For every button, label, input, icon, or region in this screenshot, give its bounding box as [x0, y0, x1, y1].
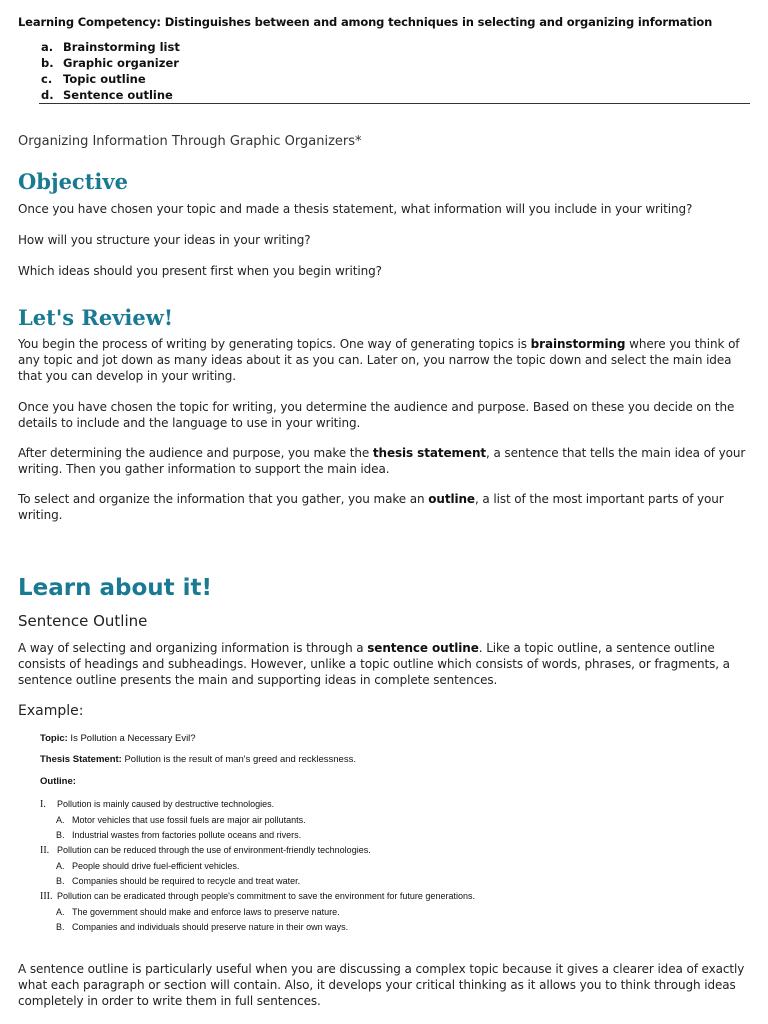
outline-numeral: II. — [40, 845, 50, 856]
outline-label: Outline: — [40, 776, 76, 787]
outline-numeral: III. — [40, 891, 53, 902]
example-label: Example: — [18, 703, 84, 719]
outline-letter: A. — [56, 861, 65, 871]
competency-list — [41, 39, 180, 103]
learn-heading: Learn about it! — [18, 575, 213, 601]
text-span: , a list of the most important parts of your writing. — [18, 492, 724, 522]
text-span: To select and organize the information that you gather, you make an — [18, 492, 429, 506]
topic-text: Is Pollution a Necessary Evil? — [67, 733, 196, 744]
text-span: , a sentence that tells the main idea of your writing. Then you gather information to support the main idea. — [18, 446, 746, 476]
learning-competency: Learning Competency: Distinguishes between and among techniques in selecting and organizing information — [18, 15, 713, 29]
outline-item — [40, 799, 274, 810]
outline-subitem — [56, 922, 348, 932]
keyword-outline: outline — [428, 492, 475, 506]
closing-paragraph: A sentence outline is particularly useful when you are discussing a complex topic because it gives a clearer idea of exactly what each paragraph or section will contain. Also, it develops your critical thinking as it allows you to think through ideas completely in order to write them in full sentences. — [18, 962, 745, 1008]
example-topic — [40, 733, 196, 744]
list-item — [41, 55, 180, 71]
learn-paragraph — [18, 640, 750, 688]
list-marker: a. — [41, 40, 54, 54]
outline-subitem — [56, 861, 239, 871]
outline-subitem — [56, 815, 306, 825]
list-marker: d. — [41, 88, 54, 102]
list-item — [41, 71, 180, 87]
text-span: You begin the process of writing by generating topics. One way of generating topics is — [18, 337, 531, 351]
list-item-label: Graphic organizer — [63, 56, 179, 70]
outline-item-text: Pollution can be reduced through the use of environment-friendly technologies. — [57, 845, 371, 855]
review-paragraph-3 — [18, 445, 750, 477]
outline-subitem — [56, 876, 300, 886]
list-marker: b. — [41, 56, 54, 70]
outline-subitem-text: Companies should be required to recycle and treat water. — [72, 876, 301, 886]
keyword-brainstorming: brainstorming — [530, 337, 626, 351]
outline-item — [40, 891, 475, 902]
example-thesis — [40, 754, 356, 765]
list-item — [41, 87, 180, 103]
objective-question-2: How will you structure your ideas in your writing? — [18, 233, 311, 247]
outline-subitem-text: People should drive fuel-efficient vehicles. — [72, 861, 240, 871]
outline-item — [40, 845, 371, 856]
list-marker: c. — [41, 72, 53, 86]
text-span: . Like a topic outline, a sentence outline consists of headings and subheadings. However, unlike a topic outline which consists of words, phrases, or fragments, a sentence outline presents the main and supporting ideas in complete sentences. — [18, 641, 730, 687]
outline-subitem-text: Companies and individuals should preserve nature in their own ways. — [72, 922, 349, 932]
keyword-thesis-statement: thesis statement — [372, 446, 487, 460]
outline-subitem — [56, 830, 301, 840]
review-paragraph-4 — [18, 491, 750, 523]
review-heading: Let's Review! — [18, 305, 174, 330]
lesson-subtitle: Organizing Information Through Graphic Organizers* — [18, 134, 362, 149]
review-paragraph-2: Once you have chosen the topic for writing, you determine the audience and purpose. Based on these you decide on the details to include and the language to use in your writing. — [18, 400, 735, 430]
example-outline-label — [40, 776, 76, 787]
topic-label: Topic: — [40, 733, 68, 744]
review-paragraph-1 — [18, 336, 750, 384]
text-span: After determining the audience and purpose, you make the — [18, 446, 373, 460]
thesis-text: Pollution is the result of man's greed and recklessness. — [121, 754, 356, 765]
list-item-label: Sentence outline — [63, 88, 173, 102]
outline-subitem-text: Industrial wastes from factories pollute oceans and rivers. — [72, 830, 302, 840]
outline-letter: A. — [56, 907, 65, 917]
outline-letter: B. — [56, 876, 65, 886]
thesis-label: Thesis Statement: — [40, 754, 122, 765]
text-span: A way of selecting and organizing information is through a — [18, 641, 368, 655]
outline-numeral: I. — [40, 799, 46, 810]
outline-letter: B. — [56, 830, 65, 840]
text-span: where you think of any topic and jot down as many ideas about it as you can. Later on, you narrow the topic down and select the main idea that you can develop in your writing. — [18, 337, 740, 383]
divider — [39, 103, 750, 104]
outline-letter: A. — [56, 815, 65, 825]
outline-subitem — [56, 907, 340, 917]
objective-question-3: Which ideas should you present first when you begin writing? — [18, 264, 382, 278]
list-item — [41, 39, 180, 55]
keyword-sentence-outline: sentence outline — [367, 641, 479, 655]
section-subheading: Sentence Outline — [18, 612, 148, 630]
outline-subitem-text: Motor vehicles that use fossil fuels are major air pollutants. — [72, 815, 306, 825]
objective-question-1: Once you have chosen your topic and made a thesis statement, what information will you include in your writing? — [18, 202, 693, 216]
list-item-label: Brainstorming list — [63, 40, 180, 54]
outline-item-text: Pollution is mainly caused by destructive technologies. — [57, 799, 275, 809]
outline-subitem-text: The government should make and enforce laws to preserve nature. — [72, 907, 340, 917]
list-item-label: Topic outline — [63, 72, 146, 86]
objective-heading: Objective — [18, 169, 128, 194]
outline-item-text: Pollution can be eradicated through people's commitment to save the environment for future generations. — [57, 891, 475, 901]
outline-letter: B. — [56, 922, 65, 932]
